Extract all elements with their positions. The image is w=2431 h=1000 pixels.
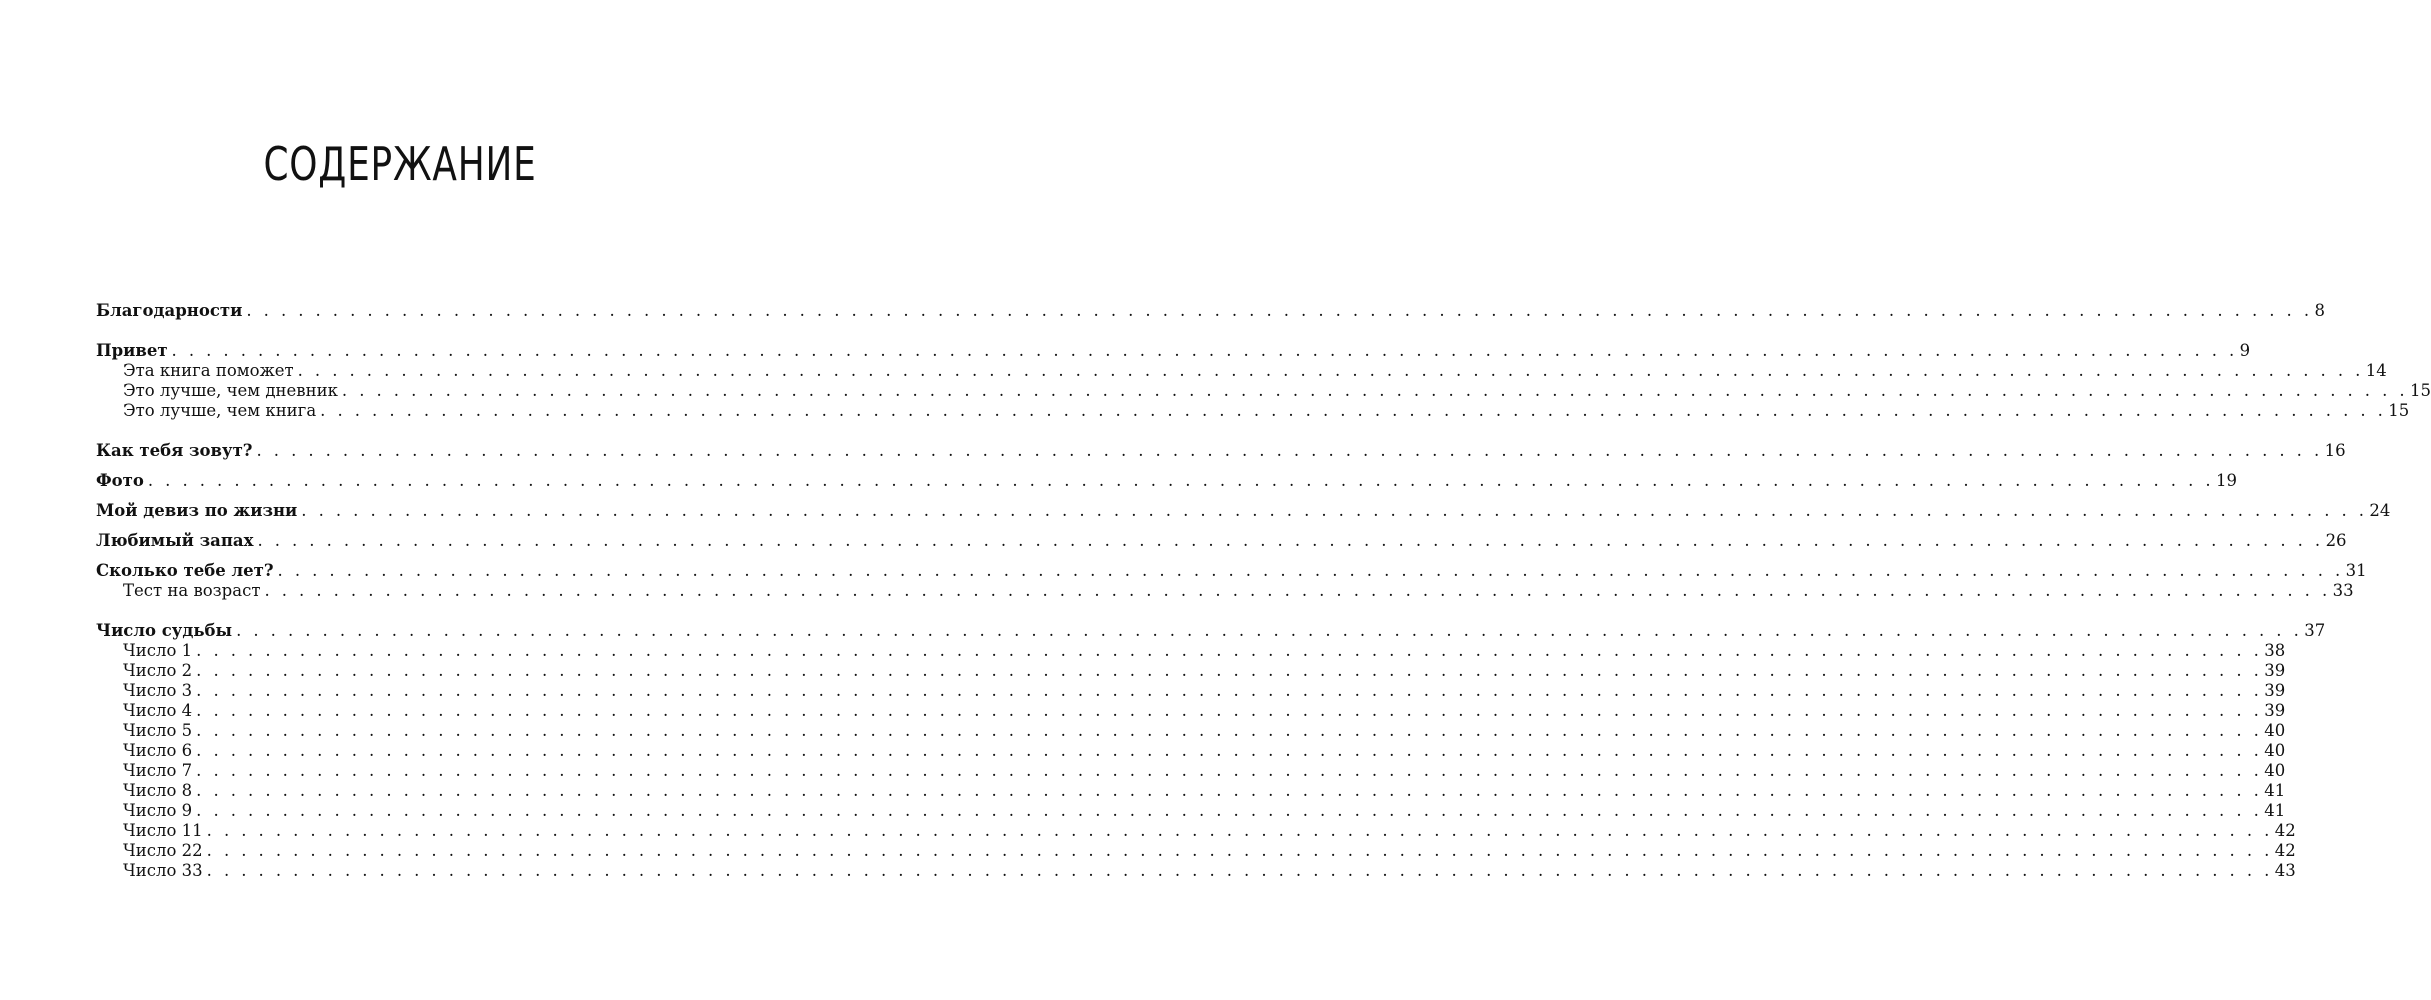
dot-leader: . . . . . . . . . . . . . . . . . . . . . . . . . . . . . . . . . . . . . . . . . . . . . . . . . . . . . . . . . . . . . . . . . . . . . . . . . . . . . . . . . . . . . . . . . . . . . . . . . . . . . . . . . . . . . . . . . . . . . . . .: [297, 361, 2364, 380]
dot-leader: . . . . . . . . . . . . . . . . . . . . . . . . . . . . . . . . . . . . . . . . . . . . . . . . . . . . . . . . . . . . . . . . . . . . . . . . . . . . . . . . . . . . . . . . . . . . . . . . . . . . . . . . . . . . . . . . . . . . . . . .: [341, 381, 2409, 400]
dot-leader: . . . . . . . . . . . . . . . . . . . . . . . . . . . . . . . . . . . . . . . . . . . . . . . . . . . . . . . . . . . . . . . . . . . . . . . . . . . . . . . . . . . . . . . . . . . . . . . . . . . . . . . . . . . . . . . . . . . . . . . .: [206, 821, 2273, 840]
toc-entry-title: Число 6: [123, 741, 193, 760]
toc-page-number: 37: [2304, 621, 2326, 640]
toc-entry-title: Благодарности: [96, 301, 243, 320]
toc-entry[interactable]: [96, 561, 2367, 581]
toc-entry-title: Привет: [96, 341, 168, 360]
toc-entry-title: Любимый запах: [96, 531, 254, 550]
toc-entry[interactable]: [96, 471, 2238, 491]
toc-entry-title: Число 1: [123, 641, 193, 660]
toc-entry-title: Как тебя зовут?: [96, 441, 253, 460]
toc-entry[interactable]: [96, 531, 2347, 551]
toc-page-number: 39: [2264, 701, 2286, 720]
dot-leader: . . . . . . . . . . . . . . . . . . . . . . . . . . . . . . . . . . . . . . . . . . . . . . . . . . . . . . . . . . . . . . . . . . . . . . . . . . . . . . . . . . . . . . . . . . . . . . . . . . . . . . . . . . . . . . . . . . . . . . . .: [256, 441, 2323, 460]
toc-page-number: 24: [2369, 501, 2391, 520]
toc-entry-title: Число 33: [123, 861, 203, 880]
toc-entry-title: Фото: [96, 471, 144, 490]
toc-subentry[interactable]: [96, 401, 2410, 421]
toc-subentry[interactable]: [96, 641, 2286, 661]
toc-subentry[interactable]: [96, 721, 2286, 741]
toc-page-number: 43: [2274, 861, 2296, 880]
toc-page-number: 15: [2410, 381, 2431, 400]
toc-subentry[interactable]: [96, 361, 2387, 381]
toc-subentry[interactable]: [96, 761, 2286, 781]
table-of-contents: [96, 301, 2431, 881]
toc-page-number: 16: [2324, 441, 2346, 460]
toc-entry-title: Число 7: [123, 761, 193, 780]
toc-page-number: 31: [2345, 561, 2367, 580]
dot-leader: . . . . . . . . . . . . . . . . . . . . . . . . . . . . . . . . . . . . . . . . . . . . . . . . . . . . . . . . . . . . . . . . . . . . . . . . . . . . . . . . . . . . . . . . . . . . . . . . . . . . . . . . . . . . . . . . . . . . . . . .: [257, 531, 2324, 550]
dot-leader: . . . . . . . . . . . . . . . . . . . . . . . . . . . . . . . . . . . . . . . . . . . . . . . . . . . . . . . . . . . . . . . . . . . . . . . . . . . . . . . . . . . . . . . . . . . . . . . . . . . . . . . . . . . . . . . . . . . . . . . .: [246, 301, 2313, 320]
toc-subentry[interactable]: [96, 581, 2354, 601]
toc-entry-title: Число судьбы: [96, 621, 233, 640]
toc-entry-title: Число 9: [123, 801, 193, 820]
toc-subentry[interactable]: [96, 741, 2286, 761]
dot-leader: . . . . . . . . . . . . . . . . . . . . . . . . . . . . . . . . . . . . . . . . . . . . . . . . . . . . . . . . . . . . . . . . . . . . . . . . . . . . . . . . . . . . . . . . . . . . . . . . . . . . . . . . . . . . . . . . . . . . . . . .: [196, 781, 2263, 800]
toc-entry[interactable]: [96, 441, 2346, 461]
toc-page-number: 41: [2264, 781, 2286, 800]
toc-page-number: 40: [2264, 721, 2286, 740]
toc-entry-title: Это лучше, чем книга: [123, 401, 317, 420]
dot-leader: . . . . . . . . . . . . . . . . . . . . . . . . . . . . . . . . . . . . . . . . . . . . . . . . . . . . . . . . . . . . . . . . . . . . . . . . . . . . . . . . . . . . . . . . . . . . . . . . . . . . . . . . . . . . . . . . . . . . . . . .: [147, 471, 2215, 490]
dot-leader: . . . . . . . . . . . . . . . . . . . . . . . . . . . . . . . . . . . . . . . . . . . . . . . . . . . . . . . . . . . . . . . . . . . . . . . . . . . . . . . . . . . . . . . . . . . . . . . . . . . . . . . . . . . . . . . . . . . . . . . .: [196, 641, 2263, 660]
toc-subentry[interactable]: [96, 381, 2431, 401]
toc-entry-title: Эта книга поможет: [123, 361, 294, 380]
toc-entry[interactable]: [96, 301, 2325, 321]
toc-page-number: 15: [2388, 401, 2410, 420]
dot-leader: . . . . . . . . . . . . . . . . . . . . . . . . . . . . . . . . . . . . . . . . . . . . . . . . . . . . . . . . . . . . . . . . . . . . . . . . . . . . . . . . . . . . . . . . . . . . . . . . . . . . . . . . . . . . . . . . . . . . . . . .: [236, 621, 2303, 640]
toc-page-number: 26: [2325, 531, 2347, 550]
dot-leader: . . . . . . . . . . . . . . . . . . . . . . . . . . . . . . . . . . . . . . . . . . . . . . . . . . . . . . . . . . . . . . . . . . . . . . . . . . . . . . . . . . . . . . . . . . . . . . . . . . . . . . . . . . . . . . . . . . . . . . . .: [196, 721, 2263, 740]
dot-leader: . . . . . . . . . . . . . . . . . . . . . . . . . . . . . . . . . . . . . . . . . . . . . . . . . . . . . . . . . . . . . . . . . . . . . . . . . . . . . . . . . . . . . . . . . . . . . . . . . . . . . . . . . . . . . . . . . . . . . . . .: [206, 841, 2273, 860]
dot-leader: . . . . . . . . . . . . . . . . . . . . . . . . . . . . . . . . . . . . . . . . . . . . . . . . . . . . . . . . . . . . . . . . . . . . . . . . . . . . . . . . . . . . . . . . . . . . . . . . . . . . . . . . . . . . . . . . . . . . . . . .: [277, 561, 2344, 580]
toc-page-number: 40: [2264, 741, 2286, 760]
toc-entry[interactable]: [96, 621, 2326, 641]
toc-entry-title: Число 5: [123, 721, 193, 740]
dot-leader: . . . . . . . . . . . . . . . . . . . . . . . . . . . . . . . . . . . . . . . . . . . . . . . . . . . . . . . . . . . . . . . . . . . . . . . . . . . . . . . . . . . . . . . . . . . . . . . . . . . . . . . . . . . . . . . . . . . . . . . .: [206, 861, 2273, 880]
toc-page-number: 19: [2216, 471, 2238, 490]
toc-page-number: 41: [2264, 801, 2286, 820]
toc-entry[interactable]: [96, 341, 2251, 361]
toc-page-number: 14: [2365, 361, 2387, 380]
toc-page-number: 42: [2274, 841, 2296, 860]
toc-subentry[interactable]: [96, 701, 2286, 721]
toc-page-number: 40: [2264, 761, 2286, 780]
toc-entry-title: Тест на возраст: [123, 581, 261, 600]
toc-subentry[interactable]: [96, 821, 2296, 841]
toc-entry-title: Число 8: [123, 781, 193, 800]
dot-leader: . . . . . . . . . . . . . . . . . . . . . . . . . . . . . . . . . . . . . . . . . . . . . . . . . . . . . . . . . . . . . . . . . . . . . . . . . . . . . . . . . . . . . . . . . . . . . . . . . . . . . . . . . . . . . . . . . . . . . . . .: [196, 741, 2263, 760]
toc-subentry[interactable]: [96, 661, 2286, 681]
toc-entry-title: Это лучше, чем дневник: [123, 381, 338, 400]
dot-leader: . . . . . . . . . . . . . . . . . . . . . . . . . . . . . . . . . . . . . . . . . . . . . . . . . . . . . . . . . . . . . . . . . . . . . . . . . . . . . . . . . . . . . . . . . . . . . . . . . . . . . . . . . . . . . . . . . . . . . . . .: [196, 801, 2263, 820]
toc-entry-title: Сколько тебе лет?: [96, 561, 274, 580]
dot-leader: . . . . . . . . . . . . . . . . . . . . . . . . . . . . . . . . . . . . . . . . . . . . . . . . . . . . . . . . . . . . . . . . . . . . . . . . . . . . . . . . . . . . . . . . . . . . . . . . . . . . . . . . . . . . . . . . . . . . . . . .: [301, 501, 2368, 520]
dot-leader: . . . . . . . . . . . . . . . . . . . . . . . . . . . . . . . . . . . . . . . . . . . . . . . . . . . . . . . . . . . . . . . . . . . . . . . . . . . . . . . . . . . . . . . . . . . . . . . . . . . . . . . . . . . . . . . . . . . . . . . .: [196, 681, 2263, 700]
dot-leader: . . . . . . . . . . . . . . . . . . . . . . . . . . . . . . . . . . . . . . . . . . . . . . . . . . . . . . . . . . . . . . . . . . . . . . . . . . . . . . . . . . . . . . . . . . . . . . . . . . . . . . . . . . . . . . . . . . . . . . . .: [264, 581, 2331, 600]
toc-page-number: 42: [2274, 821, 2296, 840]
toc-entry-title: Число 4: [123, 701, 193, 720]
dot-leader: . . . . . . . . . . . . . . . . . . . . . . . . . . . . . . . . . . . . . . . . . . . . . . . . . . . . . . . . . . . . . . . . . . . . . . . . . . . . . . . . . . . . . . . . . . . . . . . . . . . . . . . . . . . . . . . . . . . . . . . .: [171, 341, 2238, 360]
toc-entry-title: Мой девиз по жизни: [96, 501, 298, 520]
toc-page-number: 39: [2264, 681, 2286, 700]
toc-page-number: 38: [2264, 641, 2286, 660]
toc-page-number: 9: [2239, 341, 2251, 360]
toc-entry-title: Число 11: [123, 821, 203, 840]
dot-leader: . . . . . . . . . . . . . . . . . . . . . . . . . . . . . . . . . . . . . . . . . . . . . . . . . . . . . . . . . . . . . . . . . . . . . . . . . . . . . . . . . . . . . . . . . . . . . . . . . . . . . . . . . . . . . . . . . . . . . . . .: [196, 661, 2263, 680]
toc-page-number: 39: [2264, 661, 2286, 680]
toc-entry-title: Число 3: [123, 681, 193, 700]
toc-entry-title: Число 22: [123, 841, 203, 860]
toc-page-number: 33: [2332, 581, 2354, 600]
dot-leader: . . . . . . . . . . . . . . . . . . . . . . . . . . . . . . . . . . . . . . . . . . . . . . . . . . . . . . . . . . . . . . . . . . . . . . . . . . . . . . . . . . . . . . . . . . . . . . . . . . . . . . . . . . . . . . . . . . . . . . . .: [196, 701, 2263, 720]
dot-leader: . . . . . . . . . . . . . . . . . . . . . . . . . . . . . . . . . . . . . . . . . . . . . . . . . . . . . . . . . . . . . . . . . . . . . . . . . . . . . . . . . . . . . . . . . . . . . . . . . . . . . . . . . . . . . . . . . . . . . . . .: [320, 401, 2387, 420]
page-title: СОДЕРЖАНИЕ: [263, 136, 537, 191]
toc-subentry[interactable]: [96, 801, 2286, 821]
toc-subentry[interactable]: [96, 681, 2286, 701]
toc-page-number: 8: [2314, 301, 2325, 320]
toc-entry-title: Число 2: [123, 661, 193, 680]
toc-subentry[interactable]: [96, 841, 2296, 861]
toc-subentry[interactable]: [96, 861, 2296, 881]
toc-subentry[interactable]: [96, 781, 2286, 801]
dot-leader: . . . . . . . . . . . . . . . . . . . . . . . . . . . . . . . . . . . . . . . . . . . . . . . . . . . . . . . . . . . . . . . . . . . . . . . . . . . . . . . . . . . . . . . . . . . . . . . . . . . . . . . . . . . . . . . . . . . . . . . .: [196, 761, 2263, 780]
toc-entry[interactable]: [96, 501, 2391, 521]
